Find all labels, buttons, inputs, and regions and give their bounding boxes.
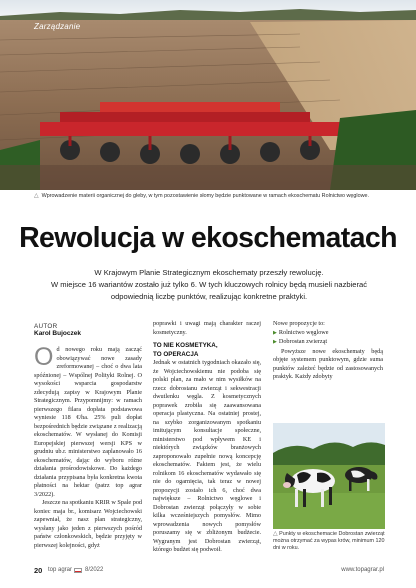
cows-photo-illustration [273, 423, 385, 529]
cows-caption [273, 531, 387, 552]
drop-cap: O [34, 343, 54, 371]
lead-paragraph [48, 267, 370, 303]
page-number: 20 [34, 566, 43, 575]
column-3 [273, 320, 383, 382]
cows-caption-text: Punkty w ekoschemacie Dobrostan zwierząt można otrzymać za wypas krów, minimum 120 dni w roku. [273, 531, 385, 551]
paragraph: Jednak w ostatnich tygodniach okazało się, że Wojciechowskiemu nie podoba się polski plan, za mało w nim wysiłków na rzecz dobrostanu zwierząt i sekwestracji dwutlenku węgla. Z kosmetycznych poprawek zrobiła się zaawansowana operacja plastyczna. Na ostatniej prostej, na szybko zorganizowanym spotkaniu imitującym konsultacje społeczne, ministerstwo pod wpływem KE i niektórych związków branżowych zaproponowało zupełnie nową koncepcję ekoschematów. Faktem jest, że wielu rolnikom 16 ekoschematów wydawało się nie do ogarnięcia, tak teraz w nowej propozycji zostało ich 6, choć dwa największe – Rolnictwo węglowe i Dobrostan zwierząt połączyły w sobie kilka wcześniejszych pomysłów. Mimo wprowadzenia nowych pomysłów poruszamy się w zbliżonym budżecie. Wygranym jest Dobrostan zwierząt, którego budżet się podwoił. [153, 359, 261, 553]
headline: Rewolucja w ekoschematach [19, 222, 397, 254]
section-label: Zarządzanie [34, 22, 81, 31]
hero-caption-text: Wprowadzenie materii organicznej do gleby, w tym pozostawienie słomy będzie punktowane w ramach ekoschematu Rolnictwo węglowe. [41, 192, 370, 199]
paragraph [34, 343, 142, 499]
subheading: TO OPERACJA [153, 350, 199, 358]
paragraph-text: d nowego roku mają zacząć obowiązywać nowe zasady zreformowanej – choć o dwa lata spóźnionej – Wspólnej Polityki Rolnej. O wysokości wsparcia gospodarstw zdecydują zapisy w Krajowym Planie Strategicznym. Przypomnijmy: w ramach pierwszego filara dopłata podstawowa wyniesie 118 €/ha. 25% puli dopłat bezpośrednich będzie związane z realizacją ekoschematów. W wysłanej do Komisji Europejskiej pierwszej wersji KPS w grudniu ub.r. ministerstwo zaplanowało 16 ekoschematów, dając do wyboru różne działania prośrodowiskowe. Do każdego działania przypisana była konkretna kwota płatności na hektar (patrz top agrar 3/2022). [34, 346, 142, 498]
author-name: Karol Bujoczek [34, 330, 81, 337]
paragraph: Nowe propozycje to: [273, 320, 325, 327]
column-1 [34, 343, 143, 550]
author-label: AUTOR [34, 323, 58, 330]
issue-number: 8/2022 [85, 567, 104, 573]
lead-line: W Krajowym Planie Strategicznym ekoschematy przeszły rewolucję. [94, 268, 324, 277]
column-2 [153, 320, 261, 555]
subheading: TO NIE KOSMETYKA, [153, 342, 218, 349]
bullet-list [273, 329, 383, 348]
website-link[interactable]: www.topagrar.pl [341, 567, 384, 573]
paragraph: Powyższe nowe ekoschematy będą objęte systemem punktowym, gdzie suma punktów zależeć będzie od zastosowanych praktyk. Każdy zdobyty [273, 347, 383, 380]
paragraph: poprawki i uwagi mają charakter raczej kosmetyczny. [153, 320, 261, 336]
hero-photo [0, 0, 416, 190]
poland-flag-icon [74, 568, 82, 573]
paragraph: Jeszcze na spotkaniu KRIR w Spale pod koniec maja br., komisarz Wojciechowski zapewniał, że nasz plan strategiczny, wysłany jako jeden z pierwszych pośród państw członkowskich, będzie przyjęty w pierwszej kolejności, gdyż [34, 499, 143, 549]
page-footer [34, 566, 384, 578]
magazine-name: top agrar [48, 567, 73, 573]
cows-photo [273, 423, 385, 529]
triangle-icon: △ [273, 531, 278, 537]
lead-line: odpowiednią liczbę punktów, realizując konkretne praktyki. [110, 292, 308, 301]
hero-caption [34, 192, 394, 199]
lead-line: W miejsce 16 wariantów zostało już tylko 6. W tych kluczowych rolnicy będą musieli nazbierać [50, 280, 368, 289]
list-item: ▶ Rolnictwo węglowe [273, 329, 383, 339]
triangle-icon: △ [34, 193, 39, 199]
list-item: ▶ Dobrostan zwierząt [273, 338, 383, 348]
